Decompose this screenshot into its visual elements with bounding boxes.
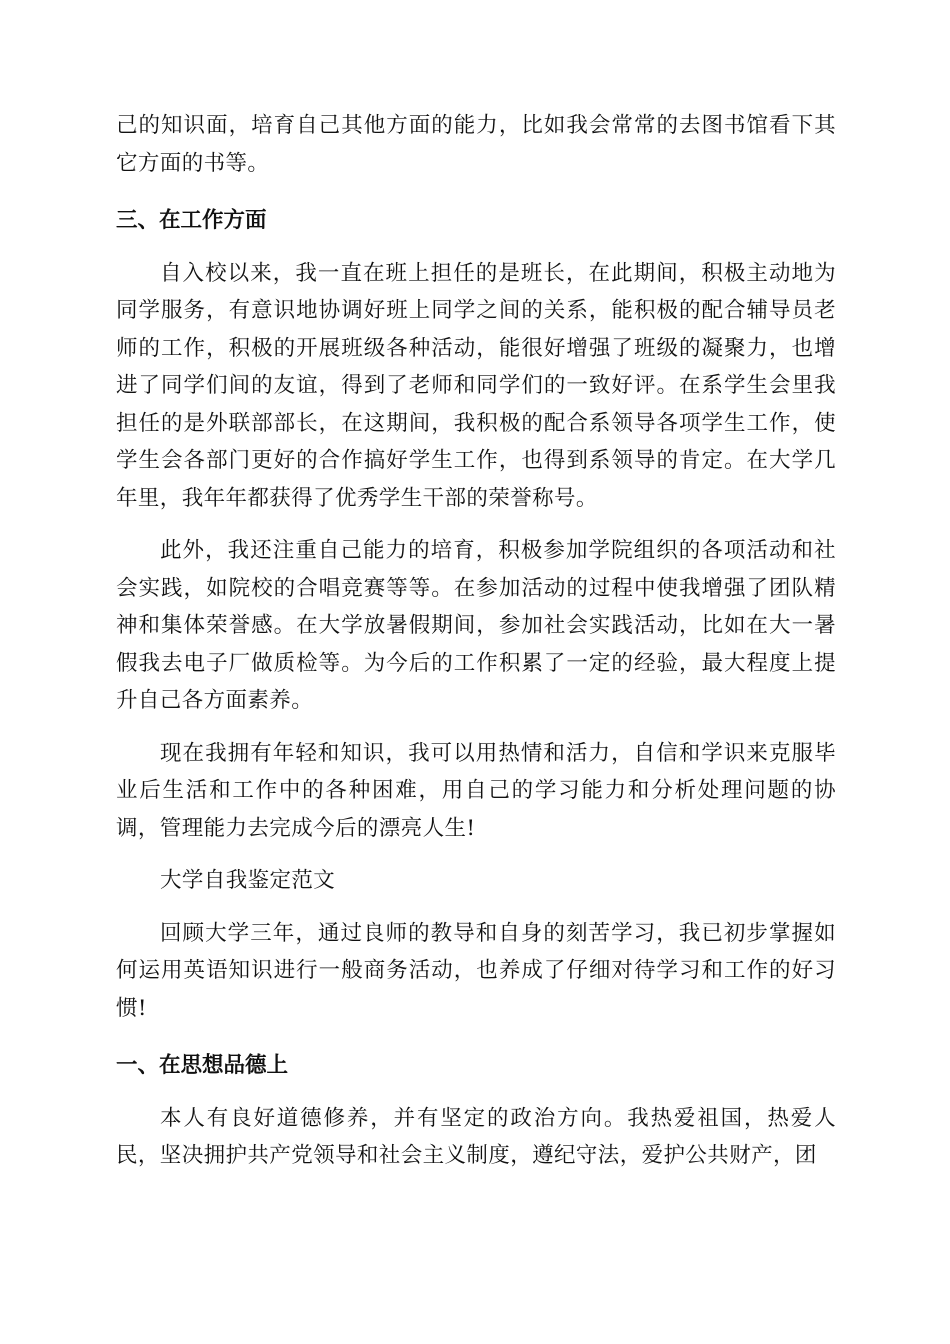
paragraph-review: 回顾大学三年，通过良师的教导和自身的刻苦学习，我已初步掌握如何运用英语知识进行一般商务活动，也养成了仔细对待学习和工作的好习惯! [116, 920, 836, 1021]
paragraph-moral: 本人有良好道德修养，并有坚定的政治方向。我热爱祖国，热爱人民，坚决拥护共产党领导和社会主义制度，遵纪守法，爱护公共财产，团 [116, 1105, 836, 1168]
paragraph-work-1: 自入校以来，我一直在班上担任的是班长，在此期间，积极主动地为同学服务，有意识地协调好班上同学之间的关系，能积极的配合辅导员老师的工作，积极的开展班级各种活动，能很好增强了班级的凝聚力，也增进了同学们间的友谊，得到了老师和同学们的一致好评。在系学生会里我担任的是外联部部长，在这期间，我积极的配合系领导各项学生工作，使学生会各部门更好的合作搞好学生工作，也得到系领导的肯定。在大学几年里，我年年都获得了优秀学生干部的荣誉称号。 [116, 260, 836, 511]
paragraph-intro: 己的知识面，培育自己其他方面的能力，比如我会常常的去图书馆看下其它方面的书等。 [116, 113, 836, 176]
paragraph-work-3: 现在我拥有年轻和知识，我可以用热情和活力，自信和学识来克服毕业后生活和工作中的各种困难，用自己的学习能力和分析处理问题的协调，管理能力去完成今后的漂亮人生! [116, 740, 836, 841]
paragraph-work-2: 此外，我还注重自己能力的培育，积极参加学院组织的各项活动和社会实践，如院校的合唱竞赛等等。在参加活动的过程中使我增强了团队精神和集体荣誉感。在大学放暑假期间，参加社会实践活动，比如在大一暑假我去电子厂做质检等。为今后的工作积累了一定的经验，最大程度上提升自己各方面素养。 [116, 538, 836, 713]
document-page [116, 107, 836, 1175]
subtitle: 大学自我鉴定范文 [160, 868, 336, 893]
heading-work: 三、在工作方面 [116, 208, 267, 233]
heading-moral: 一、在思想品德上 [116, 1053, 289, 1078]
